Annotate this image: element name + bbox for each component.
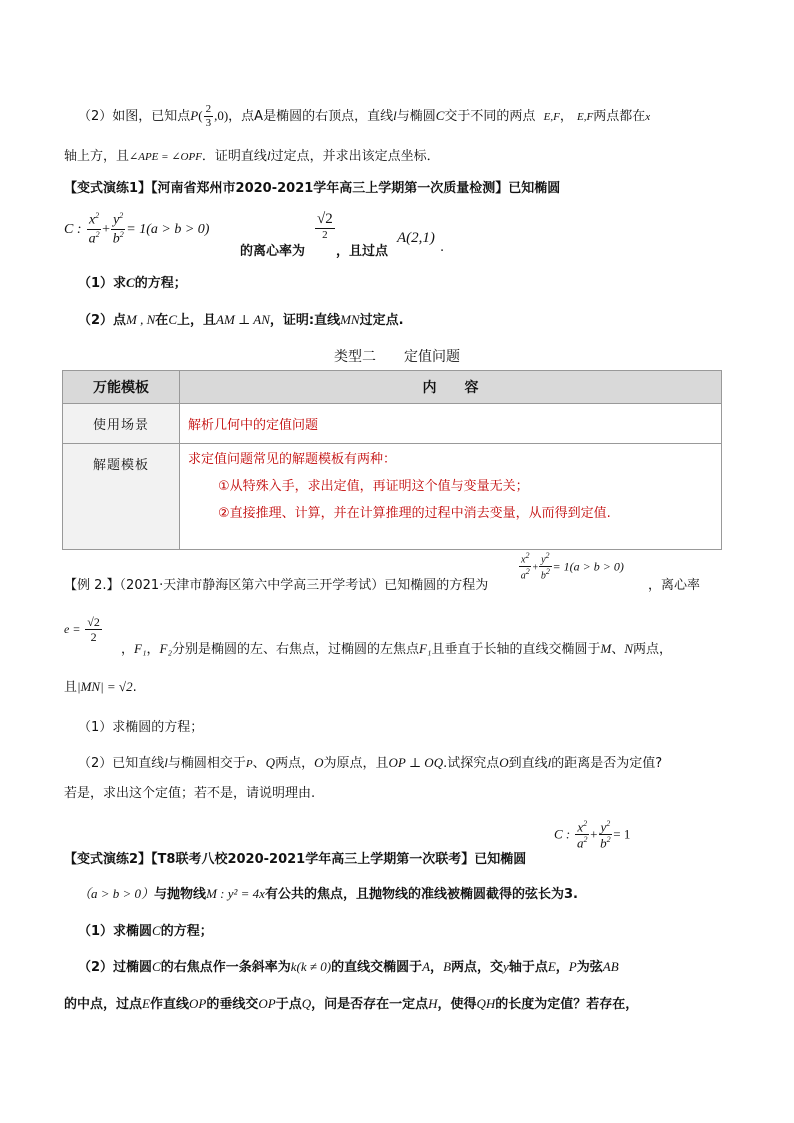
example2-source: （2021·天津市静海区第六中学高三开学考试）已知椭圆的方程为: [119, 578, 489, 593]
part2-line2: [64, 145, 440, 164]
b2-op: OP: [188, 996, 207, 1011]
bianshi1-head: 【变式演练1】【河南省郑州市2020-2021学年高三上学期第一次质量检测】已知椭圆: [64, 181, 561, 196]
l: l: [164, 755, 168, 770]
b2-l2c: 有公共的焦点，且抛物线的准线被椭圆截得的弦长为3.: [264, 887, 578, 902]
f1b: F₁: [418, 641, 432, 656]
b2-q2h: 为弦: [576, 960, 603, 975]
b2-q1c: C: [152, 923, 161, 938]
table-header-row: [63, 371, 722, 404]
part2-line2-b: ．证明直线: [201, 149, 267, 164]
var-ef: E,F: [543, 111, 560, 123]
row2-content: [180, 444, 722, 550]
var-l-2: l: [266, 148, 271, 163]
frac-den: 3: [205, 117, 212, 129]
m: M: [600, 641, 612, 656]
f2: F₂: [159, 641, 172, 656]
eq-cond: = 1(a > b > 0): [126, 222, 210, 238]
template-table: [62, 370, 722, 550]
ecc-num: √2: [317, 211, 333, 227]
b2-e2: E: [142, 996, 150, 1011]
l2b: 分别是椭圆的左、右焦点，过椭圆的左焦点: [171, 642, 419, 657]
frac-num: 2: [205, 103, 212, 115]
e-label: e =: [64, 622, 81, 636]
ecc-frac: [314, 212, 336, 241]
q2-c: C: [168, 312, 177, 327]
var-ef-2: E,F: [577, 111, 594, 123]
b2-p: P: [568, 959, 577, 974]
b2-op2: OP: [258, 996, 276, 1011]
part2-line2-a: 轴上方，且: [64, 149, 130, 164]
ecc-text: 的离心率为: [240, 244, 306, 259]
b2-q1b: 的方程；: [160, 924, 213, 939]
bianshi2-q2-cont: [64, 993, 638, 1012]
example2-head: [64, 574, 488, 593]
b2-q2c: C: [152, 959, 161, 974]
q2a: （2）已知直线: [78, 756, 165, 771]
b2-q2d: ，: [430, 960, 444, 975]
part2-text-d: 交于不同的两点: [444, 109, 536, 124]
b2-lb: 作直线: [149, 997, 189, 1012]
header-col1: 万能模板: [63, 371, 180, 404]
o2: O: [499, 755, 509, 770]
angle-eq: ∠APE = ∠OPF: [129, 151, 202, 163]
o: O: [314, 755, 324, 770]
b2-le: ，问是否存在一定点: [311, 997, 429, 1012]
q2-e: 过定点.: [359, 313, 404, 328]
q2g: 的距离是否为定值?: [551, 756, 663, 771]
part2-text-c: 与椭圆: [396, 109, 436, 124]
q1-a: （1）求: [78, 276, 127, 291]
bianshi1-q1: [78, 272, 187, 291]
table-row: [63, 404, 722, 444]
example2-e-line: [64, 616, 103, 643]
dun: 、: [611, 642, 625, 657]
b2-eq-c: C :: [554, 826, 571, 842]
q2f: 到直线: [508, 756, 548, 771]
example2-ecc-label: ，离心率: [648, 578, 701, 593]
b2-q2f: 轴于点: [508, 960, 548, 975]
b2-ab: AB: [602, 959, 619, 974]
b2-h: H: [428, 996, 438, 1011]
e-den: 2: [90, 630, 97, 644]
point-p: P: [190, 108, 199, 123]
b2-a: A: [422, 959, 431, 974]
part2-text-b: ，点A是椭圆的右顶点，直线: [228, 109, 394, 124]
example2-q2: [78, 752, 662, 771]
example2-eq: $\frac{x^2}{a^2}$ + $\frac{y^2}{b^2}$ = 1(a > b > 0): [520, 551, 624, 582]
pass-text: ，且过点: [336, 244, 389, 259]
b2-q: Q: [301, 996, 312, 1011]
example2-q2-cont: 若是，求出这个定值；若不是，请说明理由.: [64, 786, 316, 801]
point-p-end: ,0): [214, 108, 229, 123]
comma: ，: [146, 642, 160, 657]
b2-parab: M : y² = 4x: [206, 886, 265, 901]
bianshi1-eq-line: C : $\frac{x^2}{a^2}$ + $\frac{y^2}{b^2}$ = 1(a > b > 0): [64, 211, 210, 247]
section-title: 类型二 定值问题: [334, 349, 460, 365]
b2-q2a: （2）过椭圆: [78, 960, 153, 975]
var-l: l: [393, 108, 397, 123]
b2-l2b: 与抛物线: [154, 887, 207, 902]
n: N: [624, 641, 633, 656]
q1-c: C: [126, 275, 135, 290]
q2-mn: M , N: [126, 312, 156, 327]
b2-lf: ，使得: [437, 997, 477, 1012]
example2-q1: （1）求椭圆的方程；: [78, 720, 204, 735]
l2d: 两点，: [633, 642, 673, 657]
b2-eq-end: = 1: [613, 826, 631, 842]
bianshi2-head: 【变式演练2】【T8联考八校2020-2021学年高三上学期第一次联考】已知椭圆: [64, 852, 527, 867]
b2-q2g: ，: [555, 960, 569, 975]
l3b: .: [132, 680, 137, 695]
q2d: 为原点，且: [323, 756, 389, 771]
b2-e: E: [547, 959, 556, 974]
b2-q2e: 两点，交: [451, 960, 504, 975]
q2-d: ，证明:直线: [269, 313, 341, 328]
point-a: A(2,1): [397, 230, 435, 246]
b2-cond: （a > b > 0）: [78, 886, 155, 901]
b2-q1a: （1）求椭圆: [78, 924, 153, 939]
b2-y: y: [503, 959, 509, 974]
p: P: [245, 758, 253, 770]
q2c: 两点，: [275, 756, 315, 771]
q2-b: 在: [155, 313, 169, 328]
l3a: 且: [64, 680, 78, 695]
end-dot: .: [440, 240, 445, 255]
b2-la: 的中点，过点: [64, 997, 143, 1012]
row2-label: 解题模板: [63, 444, 180, 550]
f1: F₁: [134, 641, 147, 656]
bianshi1-q2: [78, 309, 404, 328]
q2-mn-2: MN: [340, 312, 360, 327]
perp: OP ⊥ OQ: [388, 755, 444, 770]
b2-ld: 于点: [275, 997, 302, 1012]
b2-lc: 的垂线交: [206, 997, 259, 1012]
example2-line2: [121, 638, 672, 657]
sep: ，: [559, 109, 573, 124]
part2-text: （2）如图，已知点: [78, 109, 191, 124]
q2b: 与椭圆相交于: [167, 756, 246, 771]
e-num: √2: [87, 615, 100, 629]
bianshi2-line2: [78, 883, 578, 902]
eq-c-label: C :: [64, 222, 82, 238]
part2-line2-c: 过定点，并求出该定点坐标．: [270, 149, 440, 164]
var-x: x: [645, 111, 651, 123]
b2-q2b: 的右焦点作一条斜率为: [160, 960, 291, 975]
l2a: ，: [121, 642, 135, 657]
header-col2: 内 容: [180, 371, 722, 404]
bianshi2-eq: C : $\frac{x^2}{a^2}$ + $\frac{y^2}{b^2}$ = 1: [554, 819, 631, 851]
b2-q2c-text: 的直线交椭圆于: [331, 960, 423, 975]
table-row: [63, 444, 722, 550]
q2-perp: AM ⊥ AN: [216, 312, 270, 327]
var-c: C: [435, 108, 445, 123]
q2-a: （2）点: [78, 313, 127, 328]
l2c: 且垂直于长轴的直线交椭圆于: [431, 642, 601, 657]
example2-line3: [64, 676, 137, 695]
row2-line-3: ②直接推理、计算，并在计算推理的过程中消去变量，从而得到定值.: [218, 506, 611, 521]
dun2: 、: [252, 756, 266, 771]
q: Q: [265, 755, 276, 770]
b2-qh: QH: [476, 996, 496, 1011]
b2-slope: k(k ≠ 0): [290, 959, 332, 974]
example2-label: 【例 2.】: [64, 578, 120, 593]
row2-line-2: ①从特殊入手，求出定值，再证明这个值与变量无关；: [218, 479, 529, 494]
l2: l: [547, 755, 552, 770]
row1-content: 解析几何中的定值问题: [180, 404, 722, 444]
example2-eq-cond: = 1(a > b > 0): [552, 559, 624, 574]
b2-lg: 的长度为定值？若存在，: [495, 997, 639, 1012]
bianshi2-q1: [78, 920, 213, 939]
part2-line1: （2）如图，已知点P( $\frac{2}{3}$ ,0)，点A是椭圆的右顶点，直线l与椭圆C交于不同的两点 E,F， E,F两点都在x: [78, 103, 651, 129]
b2-b: B: [443, 959, 452, 974]
row1-label: 使用场景: [63, 404, 180, 444]
ecc-den: 2: [322, 229, 328, 241]
mn-abs: |MN| = √2: [77, 679, 133, 694]
row2-line-1: 求定值问题常见的解题模板有两种：: [188, 452, 397, 467]
part2-text-e: 两点都在: [593, 109, 646, 124]
bianshi2-q2: [78, 956, 619, 975]
q2e: .试探究点: [443, 756, 500, 771]
q2-c-text: 上，且: [176, 313, 216, 328]
q1-b: 的方程；: [134, 276, 187, 291]
